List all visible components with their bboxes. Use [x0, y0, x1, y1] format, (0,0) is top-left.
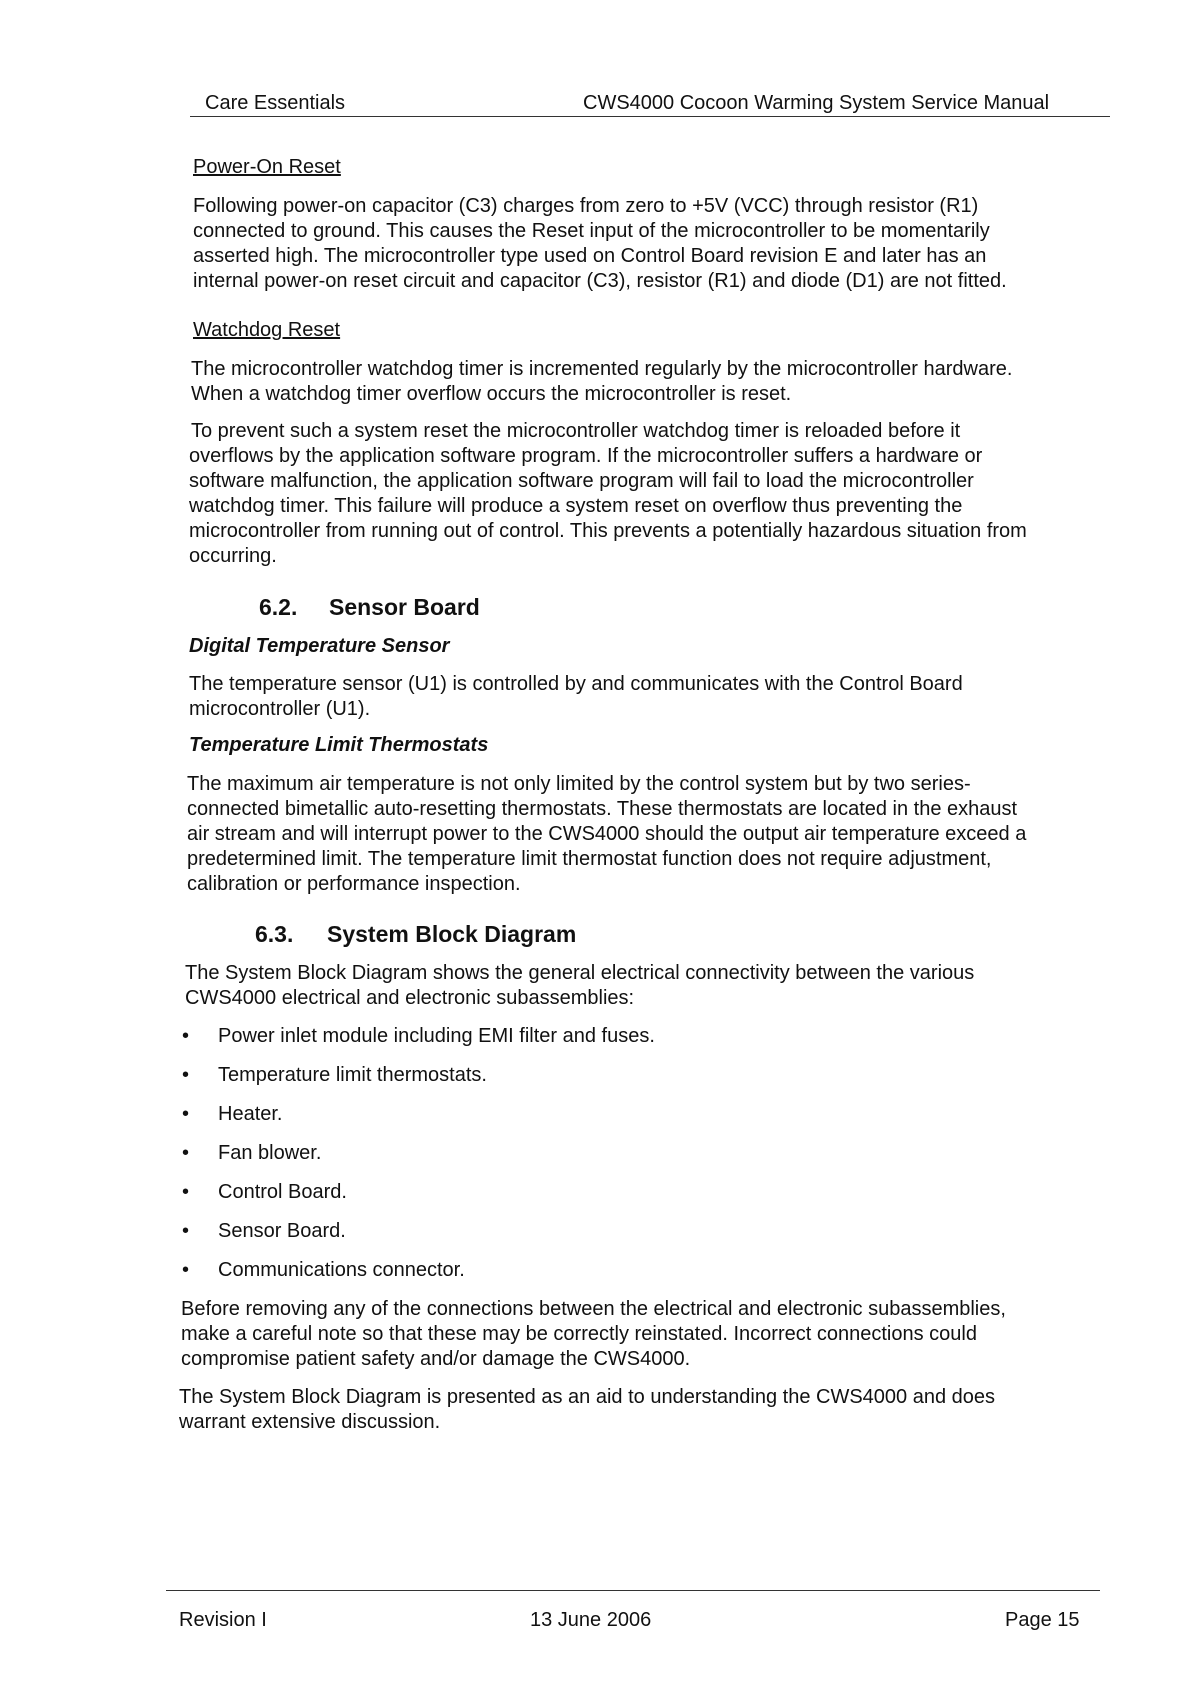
text-line: The microcontroller watchdog timer is incremented regularly by the microcontroller hardware.	[191, 358, 1013, 380]
list-item-text: Communications connector.	[218, 1259, 465, 1281]
text-line: The System Block Diagram is presented as an aid to understanding the CWS4000 and does	[179, 1386, 996, 1408]
text-line: The maximum air temperature is not only limited by the control system but by two series-	[187, 773, 971, 795]
footer-rule	[166, 1590, 1100, 1591]
text-line: software malfunction, the application software program will fail to load the microcontroller	[189, 470, 974, 492]
text-line: microcontroller from running out of control. This prevents a potentially hazardous situation from	[189, 520, 1027, 542]
text-line: predetermined limit. The temperature limit thermostat function does not require adjustment,	[187, 848, 992, 870]
section-number: 6.3.	[255, 921, 294, 947]
header-manual-title: CWS4000 Cocoon Warming System Service Manual	[583, 92, 1050, 114]
text-line: air stream and will interrupt power to the CWS4000 should the output air temperature exceed a	[187, 823, 1027, 845]
list-item-text: Temperature limit thermostats.	[218, 1064, 487, 1086]
text-line: Before removing any of the connections between the electrical and electronic subassemblies,	[181, 1298, 1006, 1320]
section-title: System Block Diagram	[327, 921, 577, 947]
text-line: To prevent such a system reset the microcontroller watchdog timer is reloaded before it	[191, 420, 961, 442]
footer-revision: Revision I	[179, 1609, 267, 1631]
text-line: warrant extensive discussion.	[179, 1411, 441, 1433]
text-line: internal power-on reset circuit and capacitor (C3), resistor (R1) and diode (D1) are not fitted.	[193, 270, 1007, 292]
bullet-icon: •	[182, 1025, 190, 1047]
footer-date: 13 June 2006	[530, 1609, 652, 1631]
list-item-text: Fan blower.	[218, 1142, 322, 1164]
text-line: CWS4000 electrical and electronic subassemblies:	[185, 987, 635, 1009]
bullet-icon: •	[182, 1181, 190, 1203]
text-line: Following power-on capacitor (C3) charges from zero to +5V (VCC) through resistor (R1)	[193, 195, 979, 217]
section-number: 6.2.	[259, 594, 298, 620]
footer-page-number: Page 15	[1005, 1609, 1080, 1631]
text-line: The System Block Diagram shows the general electrical connectivity between the various	[185, 962, 975, 984]
watchdog-reset-heading: Watchdog Reset	[193, 319, 341, 341]
text-line: overflows by the application software program. If the microcontroller suffers a hardware or	[189, 445, 983, 467]
bullet-icon: •	[182, 1142, 190, 1164]
text-line: calibration or performance inspection.	[187, 873, 521, 895]
text-line: The temperature sensor (U1) is controlled by and communicates with the Control Board	[189, 673, 963, 695]
bullet-icon: •	[182, 1259, 190, 1281]
text-line: connected to ground. This causes the Reset input of the microcontroller to be momentarily	[193, 220, 990, 242]
list-item-text: Sensor Board.	[218, 1220, 346, 1242]
section-title: Sensor Board	[329, 594, 480, 620]
digital-temperature-sensor-heading: Digital Temperature Sensor	[189, 635, 450, 657]
text-line: connected bimetallic auto-resetting thermostats. These thermostats are located in the exhaust	[187, 798, 1018, 820]
bullet-icon: •	[182, 1064, 190, 1086]
text-line: microcontroller (U1).	[189, 698, 371, 720]
header-company: Care Essentials	[205, 92, 346, 114]
text-line: asserted high. The microcontroller type used on Control Board revision E and later has an	[193, 245, 987, 267]
temperature-limit-thermostats-heading: Temperature Limit Thermostats	[189, 734, 489, 756]
bullet-icon: •	[182, 1220, 190, 1242]
text-line: compromise patient safety and/or damage the CWS4000.	[181, 1348, 691, 1370]
text-line: make a careful note so that these may be correctly reinstated. Incorrect connections could	[181, 1323, 977, 1345]
bullet-icon: •	[182, 1103, 190, 1125]
text-line: watchdog timer. This failure will produce a system reset on overflow thus preventing the	[189, 495, 963, 517]
text-line: When a watchdog timer overflow occurs the microcontroller is reset.	[191, 383, 792, 405]
header-rule	[190, 116, 1110, 117]
power-on-reset-heading: Power-On Reset	[193, 156, 341, 178]
list-item-text: Control Board.	[218, 1181, 347, 1203]
text-line: occurring.	[189, 545, 277, 567]
list-item-text: Power inlet module including EMI filter and fuses.	[218, 1025, 655, 1047]
list-item-text: Heater.	[218, 1103, 283, 1125]
